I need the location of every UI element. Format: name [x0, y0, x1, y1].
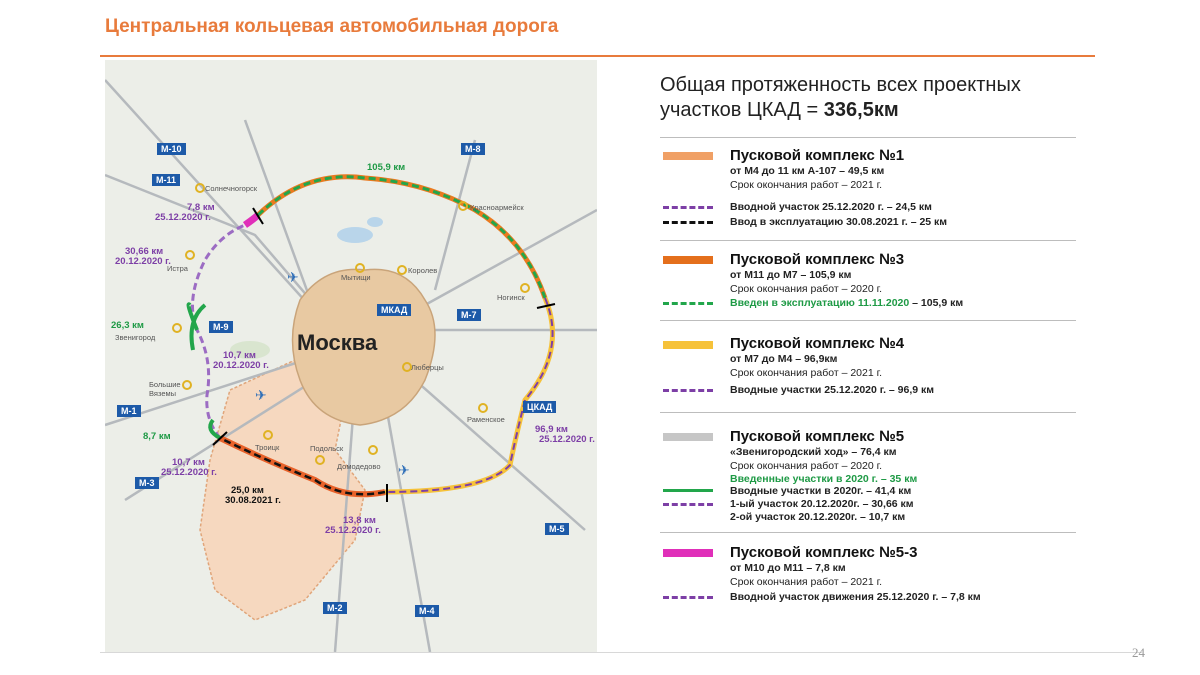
- pk5-solid-green: [663, 489, 713, 492]
- distance-label: 30,66 км: [125, 246, 164, 257]
- distance-date: 25.12.2020 г.: [155, 212, 211, 223]
- town-label: Вяземы: [149, 389, 177, 398]
- pk5-deadline: Срок окончания работ – 2020 г.: [730, 460, 883, 472]
- pk5-item2: 1-ый участок 20.12.2020г. – 30,66 км: [730, 498, 914, 510]
- road-shield-m11: М-11: [152, 174, 180, 186]
- pk3-dash-green: [663, 302, 713, 305]
- town-label: Домодедово: [337, 462, 381, 471]
- distance-label: 13,8 км: [343, 515, 376, 526]
- legend-divider: [660, 240, 1076, 241]
- pk1-swatch: [663, 152, 713, 160]
- summary-line2-prefix: участков ЦКАД =: [660, 99, 824, 121]
- pk53-desc: от М10 до М11 – 7,8 км: [730, 562, 846, 574]
- town-label: Истра: [167, 264, 188, 273]
- pk4-item1: Вводные участки 25.12.2020 г. – 96,9 км: [730, 384, 935, 396]
- moscow-label: Москва: [297, 330, 378, 355]
- town-label: Звенигород: [115, 333, 156, 342]
- distance-label: 10,7 км: [172, 457, 205, 468]
- pk53-dash-purple: [663, 596, 713, 599]
- distance-date: 20.12.2020 г.: [213, 360, 269, 371]
- airport-icon: ✈: [398, 462, 410, 478]
- pk5-item3: 2-ой участок 20.12.2020г. – 10,7 км: [730, 511, 906, 523]
- pk53-title: Пусковой комплекс №5-3: [730, 544, 918, 561]
- distance-date: 25.12.2020 г.: [325, 525, 381, 536]
- pk3-item1-green: Введен в эксплуатацию 11.11.2020: [730, 297, 910, 309]
- legend-divider: [660, 137, 1076, 138]
- legend-divider: [660, 320, 1076, 321]
- legend-divider: [660, 412, 1076, 413]
- distance-label: 96,9 км: [535, 424, 568, 435]
- road-shield-m2: М-2: [323, 602, 347, 614]
- distance-label: 7,8 км: [187, 202, 215, 213]
- pk53-item1: Вводной участок движения 25.12.2020 г. – 7,8 км: [730, 591, 981, 603]
- town-label: Большие: [149, 380, 181, 389]
- total-length-value: 336,5км: [823, 99, 899, 121]
- road-shield-m9: М-9: [209, 321, 233, 333]
- pk5-dash-purple: [663, 503, 713, 506]
- pk3-swatch: [663, 256, 713, 264]
- total-length-summary: [660, 73, 1021, 123]
- town-label: Подольск: [310, 444, 344, 453]
- pk3-deadline: Срок окончания работ – 2020 г.: [730, 283, 883, 295]
- pk1-title: Пусковой комплекс №1: [730, 147, 905, 164]
- distance-date: 30.08.2021 г.: [225, 495, 281, 506]
- pk53-deadline: Срок окончания работ – 2021 г.: [730, 576, 883, 588]
- pk3-desc: от М11 до М7 – 105,9 км: [730, 269, 852, 281]
- road-shield-m5: М-5: [545, 523, 569, 535]
- pk1-deadline: Срок окончания работ – 2021 г.: [730, 179, 883, 191]
- town-label: Раменское: [467, 415, 505, 424]
- distance-label: 26,3 км: [111, 320, 144, 331]
- page-number: 24: [1132, 645, 1145, 660]
- road-shield-m4: М-4: [415, 605, 439, 617]
- distance-label: 10,7 км: [223, 350, 256, 361]
- pk4-dash-purple: [663, 389, 713, 392]
- road-shield-m7: М-7: [457, 309, 481, 321]
- road-shield-m1: М-1: [117, 405, 141, 417]
- town-label: Красноармейск: [470, 203, 524, 212]
- pk4-swatch: [663, 341, 713, 349]
- pk1-item1: Вводной участок 25.12.2020 г. – 24,5 км: [730, 201, 932, 213]
- pk1-item2: Ввод в эксплуатацию 30.08.2021 г. – 25 км: [730, 216, 948, 228]
- airport-icon: ✈: [287, 269, 299, 285]
- pk4-title: Пусковой комплекс №4: [730, 335, 905, 352]
- pk1-desc: от М4 до 11 км А-107 – 49,5 км: [730, 165, 885, 177]
- pk1-dash-black: [663, 221, 713, 224]
- town-label: Ногинск: [497, 293, 525, 302]
- pk4-deadline: Срок окончания работ – 2021 г.: [730, 367, 883, 379]
- ckad-shield: ЦКАД: [523, 401, 556, 413]
- pk5-item1: Вводные участки в 2020г. – 41,4 км: [730, 485, 912, 497]
- summary-line1: Общая протяженность всех проектных: [660, 74, 1021, 96]
- distance-date: 20.12.2020 г.: [115, 256, 171, 267]
- airport-icon: ✈: [255, 387, 267, 403]
- distance-label: 105,9 км: [367, 162, 406, 173]
- page-title: Центральная кольцевая автомобильная дорога: [105, 16, 559, 37]
- pk1-dash-purple: [663, 206, 713, 209]
- pk5-desc: «Звенигородский ход» – 76,4 км: [730, 446, 897, 458]
- road-shield-m8: М-8: [461, 143, 485, 155]
- pk3-title: Пусковой комплекс №3: [730, 251, 905, 268]
- road-shield-m10: М-10: [157, 143, 186, 155]
- ckad-map: [105, 60, 597, 652]
- mkad-shield: МКАД: [377, 304, 411, 316]
- town-label: Солнечногорск: [205, 184, 258, 193]
- pk3-item1-rest: – 105,9 км: [909, 297, 964, 309]
- pk5-swatch: [663, 433, 713, 441]
- legend-divider: [660, 532, 1076, 533]
- distance-date: 25.12.2020 г.: [161, 467, 217, 478]
- town-label: Королев: [408, 266, 438, 275]
- distance-date: 25.12.2020 г.: [539, 434, 595, 445]
- town-label: Мытищи: [341, 273, 371, 282]
- road-shield-m3: М-3: [135, 477, 159, 489]
- pk4-desc: от М7 до М4 – 96,9км: [730, 353, 838, 365]
- title-divider: [100, 55, 1095, 57]
- distance-label: 25,0 км: [231, 485, 264, 496]
- footer-divider: [100, 652, 1142, 653]
- distance-label: 8,7 км: [143, 431, 171, 442]
- town-label: Люберцы: [411, 363, 444, 372]
- pk3-item1: [730, 297, 963, 309]
- pk5-title: Пусковой комплекс №5: [730, 428, 905, 445]
- pk5-green-note: Введенные участки в 2020 г. – 35 км: [730, 473, 918, 485]
- town-label: Троицк: [255, 443, 280, 452]
- pk53-swatch: [663, 549, 713, 557]
